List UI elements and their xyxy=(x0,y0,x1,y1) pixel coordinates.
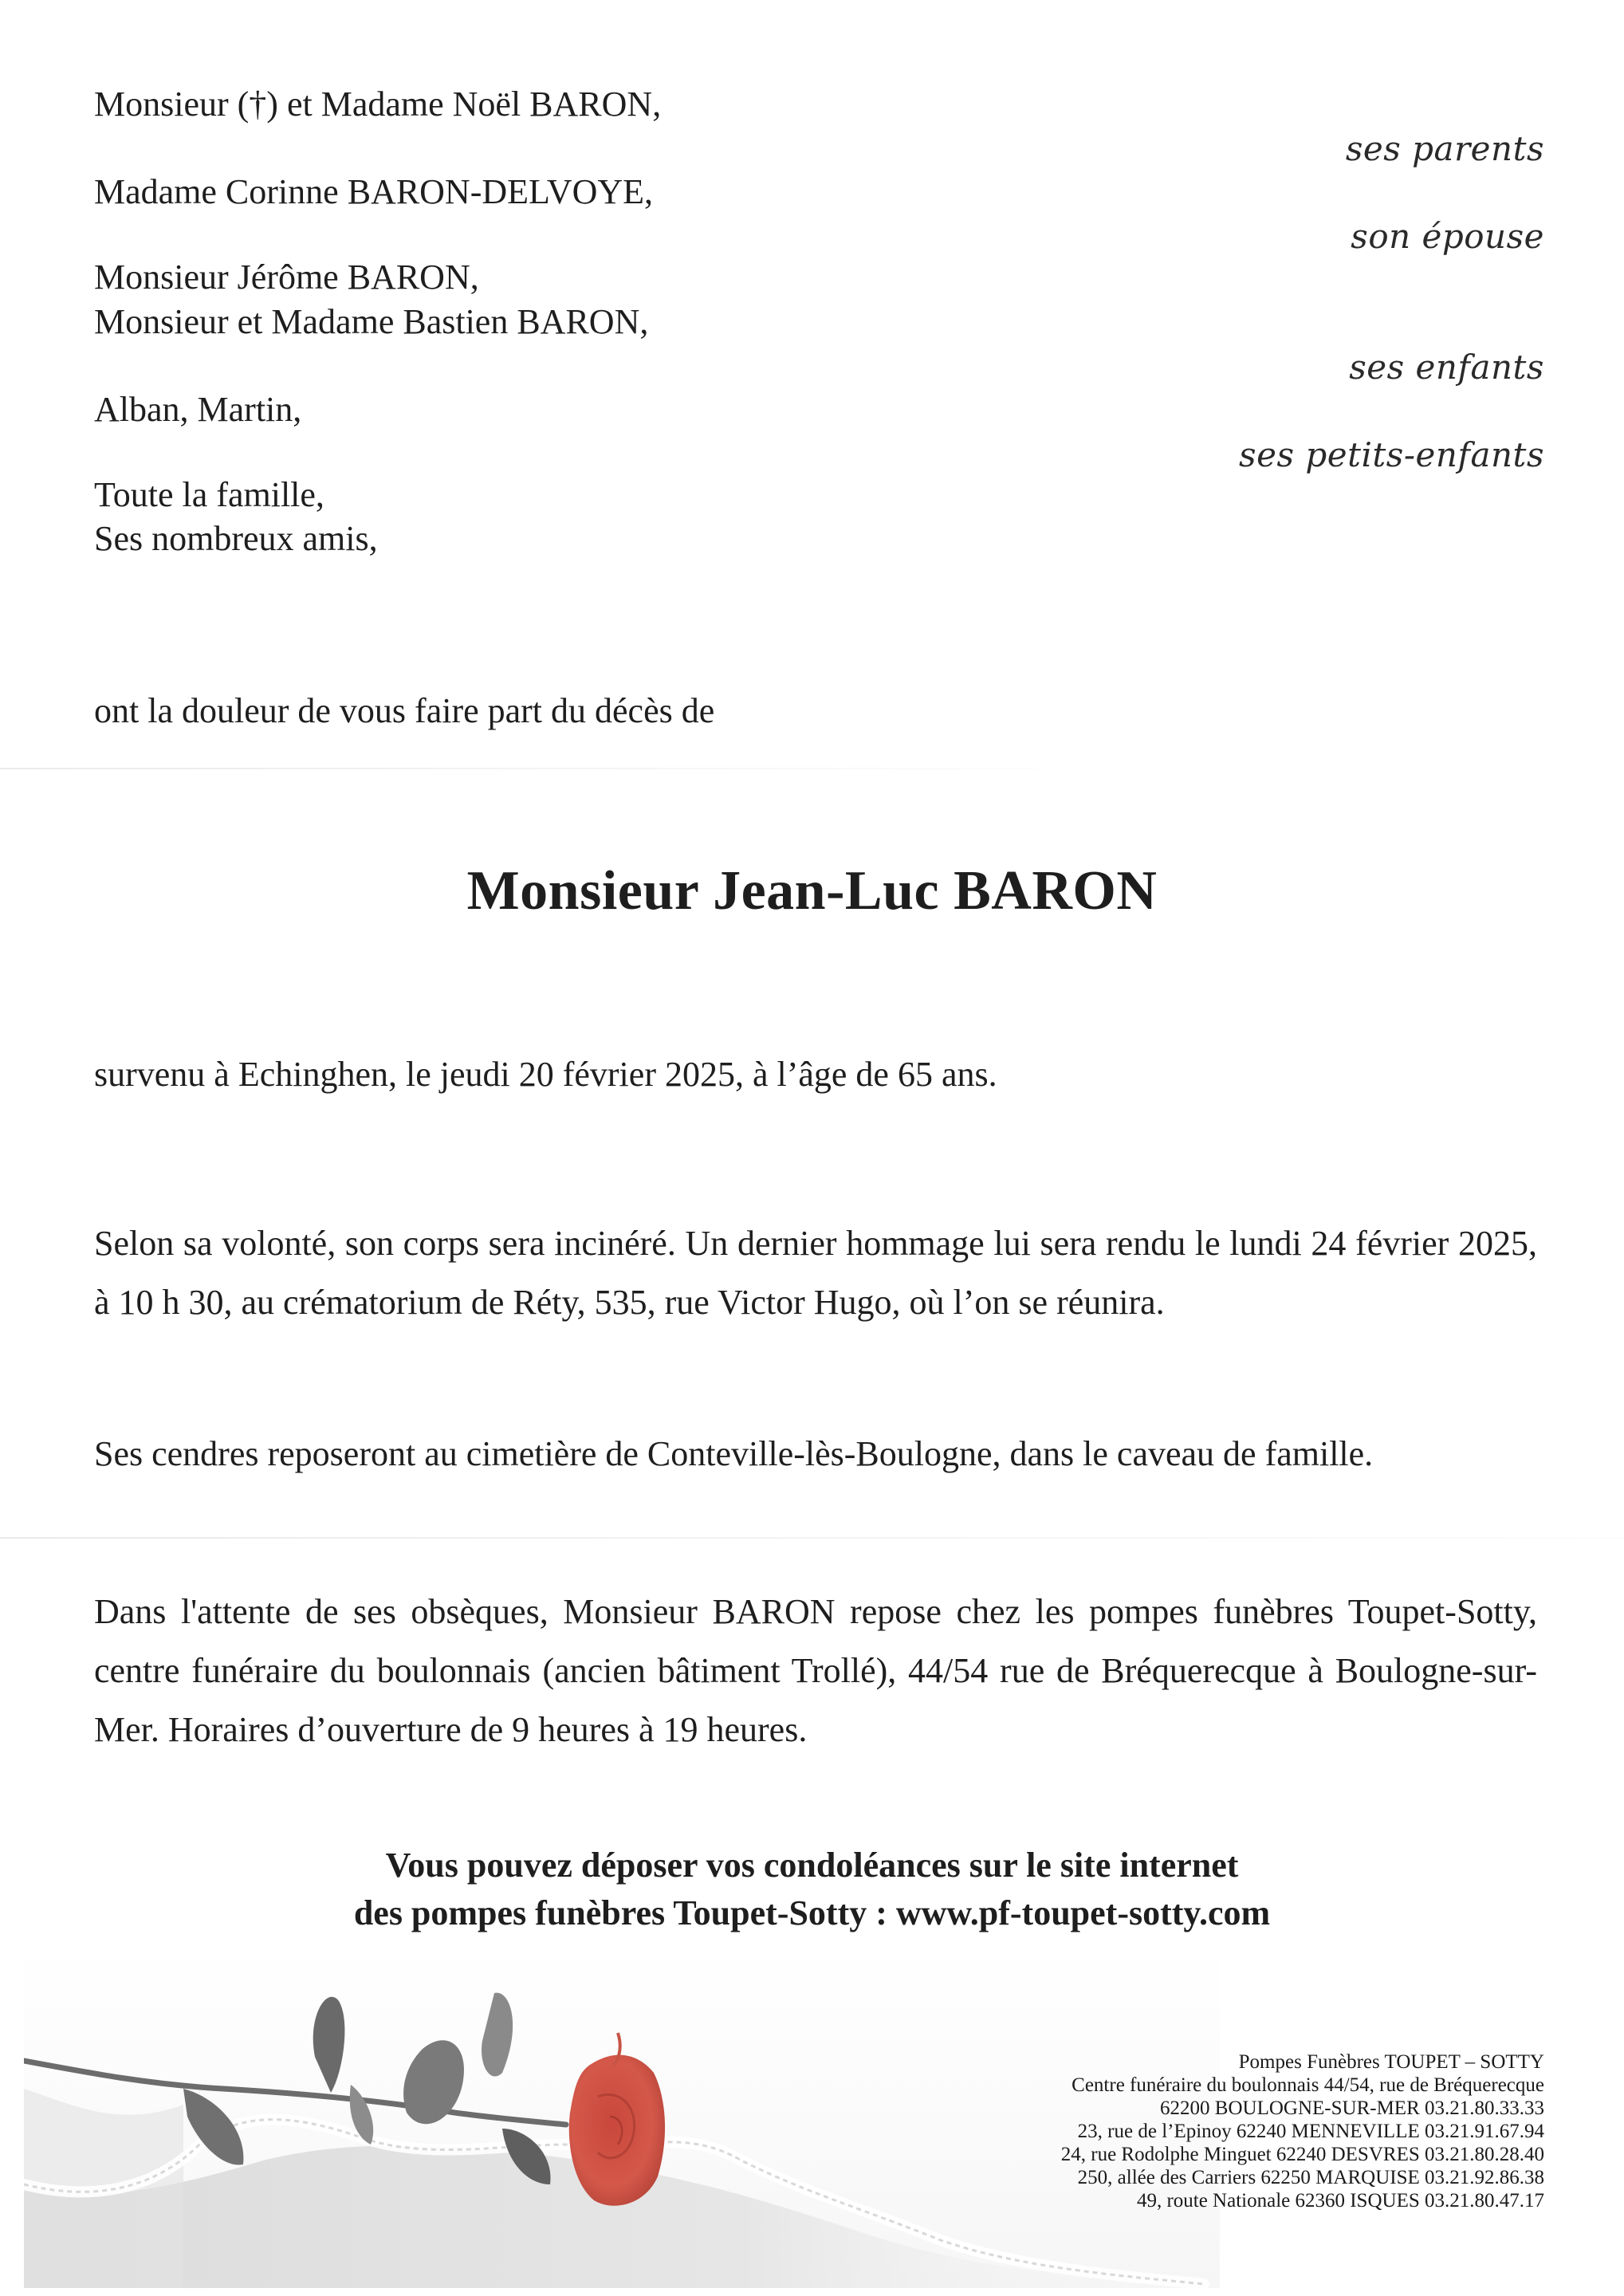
rose-bloom-icon xyxy=(569,2055,665,2206)
relation-parents: ses parents xyxy=(1345,129,1544,168)
funeral-home-address: Centre funéraire du boulonnais 44/54, rue de Bréquerecque xyxy=(1072,2074,1544,2096)
funeral-home-desvres: 24, rue Rodolphe Minguet 62240 DESVRES 03.21.80.28.40 xyxy=(1060,2144,1544,2165)
condolences-line-2: des pompes funèbres Toupet-Sotty : www.pf-toupet-sotty.com xyxy=(353,1893,1271,1932)
family-line-parents: Monsieur (†) et Madame Noël BARON, xyxy=(94,85,662,124)
ashes-paragraph: Ses cendres reposeront au cimetière de Conteville-lès-Boulogne, dans le caveau de famille. xyxy=(94,1434,1374,1473)
rose-on-beach-image xyxy=(24,1945,1220,2288)
scan-artifact-line xyxy=(0,1537,1624,1539)
death-details: survenu à Echinghen, le jeudi 20 février 2025, à l’âge de 65 ans. xyxy=(94,1055,997,1094)
ceremony-paragraph: Selon sa volonté, son corps sera incinéré. Un dernier hommage lui sera rendu le lundi 24 février 2025, à 10 h 30, au crématorium de Réty, 535, rue Victor Hugo, où l’on se réunira. xyxy=(94,1224,1537,1322)
funeral-home-name: Pompes Funèbres TOUPET – SOTTY xyxy=(1238,2051,1544,2073)
family-line-spouse: Madame Corinne BARON-DELVOYE, xyxy=(94,172,654,211)
relation-grandchildren: ses petits-enfants xyxy=(1239,435,1544,474)
family-line-child-1: Monsieur Jérôme BARON, xyxy=(94,258,479,297)
condolences-line-1: Vous pouvez déposer vos condoléances sur le site internet xyxy=(385,1846,1239,1885)
scan-artifact-line xyxy=(0,768,1036,769)
relation-spouse: son épouse xyxy=(1351,217,1544,256)
relation-children: ses enfants xyxy=(1349,348,1544,387)
family-line-grandchildren: Alban, Martin, xyxy=(94,390,302,429)
visitation-paragraph: Dans l'attente de ses obsèques, Monsieur BARON repose chez les pompes funèbres Toupet-Sotty, centre funéraire du boulonnais (ancien bâtiment Trollé), 44/54 rue de Bréquerecque à Boulogne-sur-Mer. Horaires d’ouverture de 9 heures à 19 heures. xyxy=(94,1592,1537,1749)
funeral-home-isques: 49, route Nationale 62360 ISQUES 03.21.80.47.17 xyxy=(1136,2190,1544,2211)
funeral-home-marquise: 250, allée des Carriers 62250 MARQUISE 03.21.92.86.38 xyxy=(1077,2167,1544,2188)
funeral-home-boulogne: 62200 BOULOGNE-SUR-MER 03.21.80.33.33 xyxy=(1160,2097,1544,2119)
rose-illustration xyxy=(24,1945,1220,2288)
deceased-name: Monsieur Jean-Luc BARON xyxy=(466,860,1158,922)
family-line-family: Toute la famille, xyxy=(94,475,324,514)
family-line-friends: Ses nombreux amis, xyxy=(94,519,378,558)
funeral-home-menneville: 23, rue de l’Epinoy 62240 MENNEVILLE 03.21.91.67.94 xyxy=(1077,2121,1544,2142)
announcement-text: ont la douleur de vous faire part du décès de xyxy=(94,691,715,730)
family-line-child-2: Monsieur et Madame Bastien BARON, xyxy=(94,302,649,341)
